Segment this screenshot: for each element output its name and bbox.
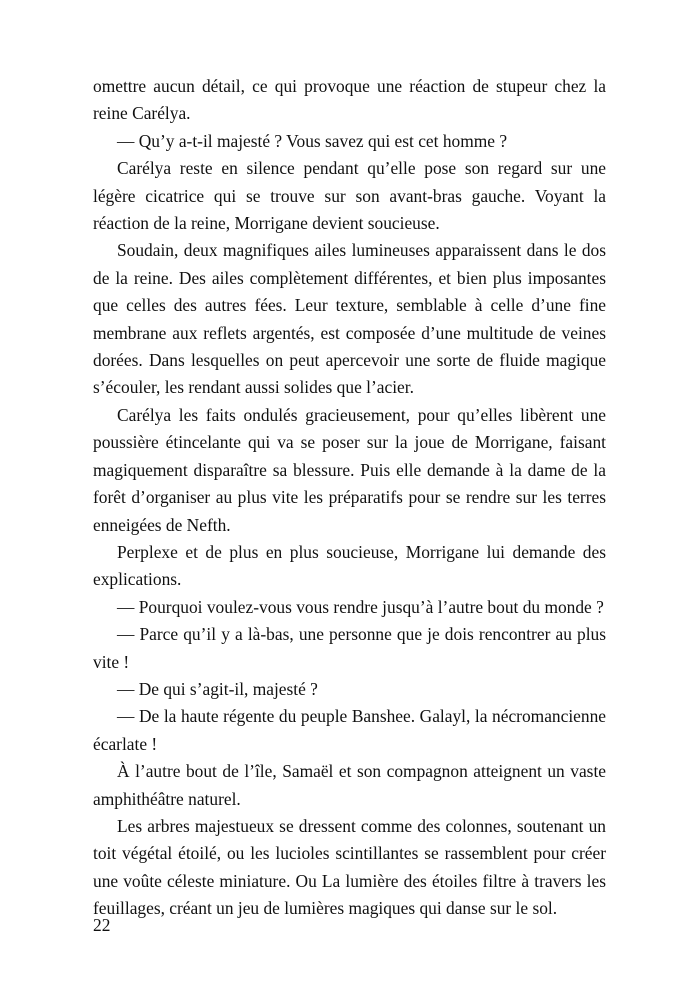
page-number: 22 (93, 915, 111, 935)
paragraph: Perplexe et de plus en plus soucieuse, Morrigane lui demande des explications. (93, 541, 606, 590)
paragraph: — Parce qu’il y a là-bas, une personne que je dois rencontrer au plus vite ! (93, 624, 606, 672)
paragraph: Les arbres majestueux se dressent comme des colonnes, soutenant un toit végétal étoilé, ou les lucioles scintillantes se rassemblent pour créer une voûte céleste miniature. Ou La lumière des étoiles filtre à travers les feuillages, créant un jeu de lumières magiques qui danse sur le sol. (93, 815, 606, 919)
paragraph: — Pourquoi voulez-vous vous rendre jusqu’à l’autre bout du monde ? (117, 596, 604, 617)
paragraph: — Qu’y a-t-il majesté ? Vous savez qui est cet homme ? (117, 130, 508, 151)
paragraph: omettre aucun détail, ce qui provoque une réaction de stupeur chez la reine Carélya. (93, 76, 606, 124)
page-text-body (93, 73, 606, 923)
paragraph: Soudain, deux magnifiques ailes lumineuses apparaissent dans le dos de la reine. Des ailes complètement différentes, et bien plus imposantes que celles des autres fées. Leur texture, semblable à celle d’une fine membrane aux reflets argentés, est composée d’une multitude de veines dorées. Dans lesquelles on peut apercevoir une sorte de fluide magique s’écouler, les rendant aussi solides que l’acier. (93, 240, 606, 398)
paragraph: — De qui s’agit-il, majesté ? (117, 678, 318, 699)
paragraph: À l’autre bout de l’île, Samaël et son compagnon atteignent un vaste amphithéâtre naturel. (93, 761, 606, 809)
paragraph: Carélya reste en silence pendant qu’elle pose son regard sur une légère cicatrice qui se trouve sur son avant-bras gauche. Voyant la réaction de la reine, Morrigane devient soucieuse. (93, 158, 606, 234)
paragraph: Carélya les faits ondulés gracieusement, pour qu’elles libèrent une poussière étincelante qui va se poser sur la joue de Morrigane, faisant magiquement disparaître sa blessure. Puis elle demande à la dame de la forêt d’organiser au plus vite les préparatifs pour se rendre sur les terres enneigées de Nefth. (93, 404, 606, 535)
paragraph: — De la haute régente du peuple Banshee. Galayl, la nécromancienne écarlate ! (93, 706, 606, 754)
